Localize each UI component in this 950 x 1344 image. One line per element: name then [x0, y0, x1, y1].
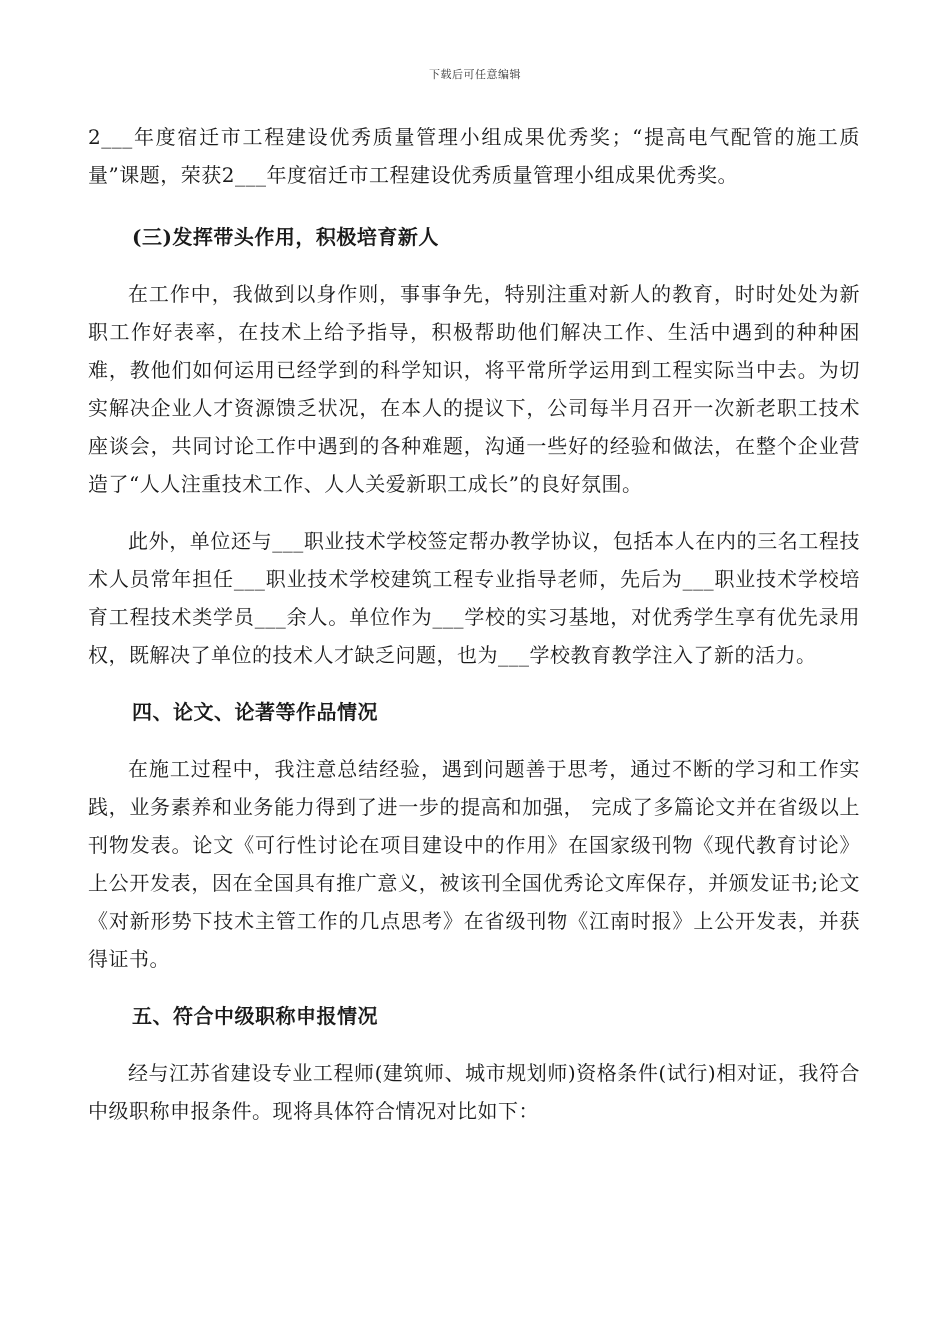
body-paragraph: 经与江苏省建设专业工程师(建筑师、城市规划师)资格条件(试行)相对证，我符合中级职称申报条件。现将具体符合情况对比如下： — [88, 1061, 860, 1123]
page-header: 下载后可任意编辑 — [429, 68, 521, 81]
body-paragraph: 在施工过程中，我注意总结经验，遇到问题善于思考，通过不断的学习和工作实践，业务素养和业务能力得到了进一步的提高和加强， 完成了多篇论文并在省级以上刊物发表。论文《可行性讨论在项目建设中的作用》在国家级刊物《现代教育讨论》上公开发表，因在全国具有推广意义，被该刊全国优秀论文库保存，并颁发证书;论文《对新形势下技术主管工作的几点思考》在省级刊物《江南时报》上公开发表，并获得证书。 — [88, 757, 860, 971]
body-paragraph: 在工作中，我做到以身作则，事事争先，特别注重对新人的教育，时时处处为新职工作好表率，在技术上给予指导，积极帮助他们解决工作、生活中遇到的种种困难，教他们如何运用已经学到的科学知识，将平常所学运用到工程实际当中去。为切实解决企业人才资源馈乏状况，在本人的提议下，公司每半月召开一次新老职工技术座谈会，共同讨论工作中遇到的各种难题，沟通一些好的经验和做法，在整个企业营造了“人人注重技术工作、人人关爱新职工成长”的良好氛围。 — [88, 282, 860, 496]
body-paragraph: 此外，单位还与___职业技术学校签定帮办教学协议，包括本人在内的三名工程技术人员常年担任___职业技术学校建筑工程专业指导老师，先后为___职业技术学校培育工程技术类学员___余人。单位作为___学校的实习基地，对优秀学生享有优先录用权，既解决了单位的技术人才缺乏问题，也为___学校教育教学注入了新的活力。 — [88, 529, 860, 667]
body-paragraph: 2___年度宿迁市工程建设优秀质量管理小组成果优秀奖；“提高电气配管的施工质量”课题，荣获2___年度宿迁市工程建设优秀质量管理小组成果优秀奖。 — [88, 125, 860, 187]
section-heading: (三)发挥带头作用，积极培育新人 — [132, 225, 439, 249]
document-body — [88, 118, 860, 1130]
section-heading: 四、论文、论著等作品情况 — [132, 700, 378, 724]
section-heading: 五、符合中级职称申报情况 — [132, 1004, 378, 1028]
